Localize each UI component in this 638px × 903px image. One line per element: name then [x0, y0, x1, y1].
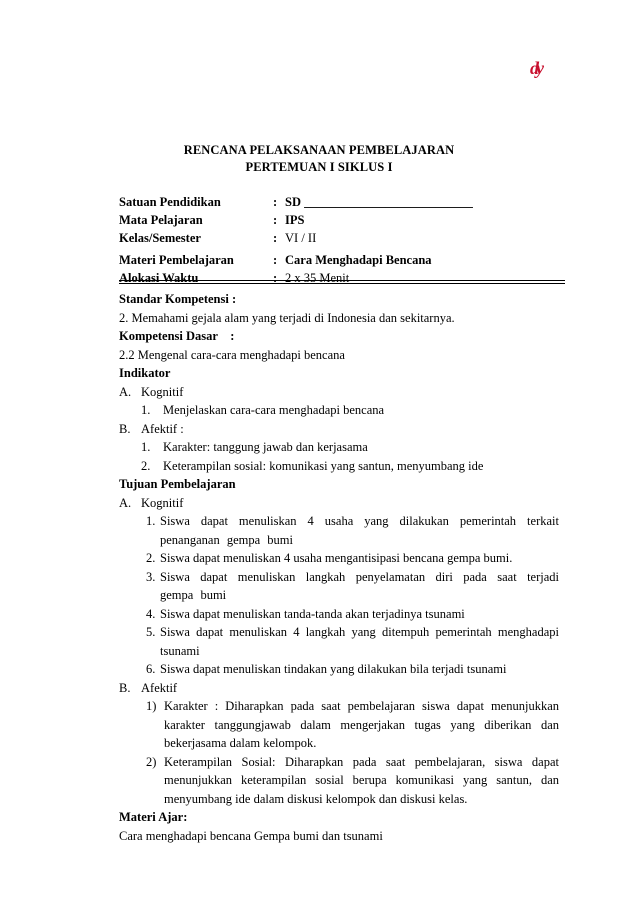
document-body — [119, 290, 559, 845]
list-text: Siswa dapat menuliskan tanda-tanda akan terjadinya tsunami — [160, 606, 465, 621]
list-marker: 1) — [146, 699, 157, 713]
tujuan-a — [119, 494, 559, 513]
list-text: Siswa dapat menuliskan langkah penyelamatan diri pada saat terjadi gempa bumi — [160, 569, 559, 602]
list-marker: B. — [119, 680, 131, 695]
list-item — [146, 697, 559, 753]
meta-label: Materi Pembelajaran — [119, 253, 234, 267]
meta-colon: : — [273, 213, 278, 227]
meta-colon: : — [273, 271, 278, 285]
identity-table — [119, 193, 559, 287]
document-title: RENCANA PELAKSANAAN PEMBELAJARAN — [183, 143, 455, 157]
list-text: Siswa dapat menuliskan 4 langkah yang ditempuh pemerintah menghadapi tsunami — [160, 625, 559, 658]
meta-colon: : — [273, 195, 278, 209]
divider-thick — [119, 280, 565, 281]
logo-mark: dy — [530, 58, 541, 78]
list-marker: 4. — [146, 606, 156, 621]
meta-row-alokasi — [119, 269, 559, 287]
meta-value: SD ___________________________ — [285, 195, 473, 209]
divider-thin — [119, 283, 565, 284]
list-marker: 2) — [146, 754, 157, 769]
list-text: Kognitif — [141, 384, 184, 399]
meta-value: 2 x 35 Menit — [285, 271, 350, 285]
list-marker: 1. — [141, 440, 151, 454]
tujuan-afektif-list — [119, 697, 559, 808]
list-text: Karakter : Diharapkan pada saat pembelajaran siswa dapat menunjukkan karakter tanggungjawab dalam mengerjakan tugas yang diberikan dan bekerjasama dalam kelompok. — [164, 699, 559, 750]
list-text: Siswa dapat menuliskan 4 usaha yang dilakukan pemerintah terkait penanganan gempa bumi — [160, 514, 559, 547]
meta-row-mapel — [119, 211, 559, 229]
meta-value: VI / II — [285, 231, 317, 245]
list-text: Afektif : — [141, 421, 184, 436]
meta-row-satuan — [119, 193, 559, 211]
materi-heading: Materi Ajar: — [119, 810, 188, 824]
list-item — [146, 660, 559, 679]
document-subtitle: PERTEMUAN I SIKLUS I — [245, 160, 393, 174]
meta-colon: : — [273, 253, 278, 267]
list-marker: 2. — [146, 551, 156, 565]
list-item — [146, 623, 559, 660]
list-text: Karakter: tanggung jawab dan kerjasama — [163, 440, 368, 454]
list-item — [146, 512, 559, 549]
meta-row-materi — [119, 251, 559, 269]
list-text: Menjelaskan cara-cara menghadapi bencana — [163, 403, 385, 417]
meta-label: Alokasi Waktu — [119, 271, 199, 285]
indikator-b2 — [119, 457, 559, 476]
indikator-a — [119, 383, 559, 402]
list-marker: 6. — [146, 662, 156, 676]
list-marker: B. — [119, 421, 131, 436]
list-marker: 3. — [146, 569, 156, 584]
list-marker: 2. — [141, 458, 151, 473]
list-item — [146, 753, 559, 809]
tujuan-b — [119, 679, 559, 698]
kd-text: 2.2 Mengenal cara-cara menghadapi bencana — [119, 347, 345, 362]
indikator-b — [119, 420, 559, 439]
list-marker: A. — [119, 384, 132, 399]
list-marker: 1. — [141, 403, 151, 417]
list-text: Kognitif — [141, 495, 184, 510]
tujuan-heading: Tujuan Pembelajaran — [119, 477, 236, 491]
sk-heading: Standar Kompetensi : — [119, 292, 237, 306]
list-text: Afektif — [141, 680, 178, 695]
meta-label: Satuan Pendidikan — [119, 195, 221, 209]
meta-label: Mata Pelajaran — [119, 213, 203, 227]
indikator-b1 — [119, 438, 559, 457]
sk-text: 2. Memahami gejala alam yang terjadi di Indonesia dan sekitarnya. — [119, 310, 455, 325]
list-text: Keterampilan sosial: komunikasi yang santun, menyumbang ide — [163, 458, 484, 473]
list-item — [146, 549, 559, 568]
list-item — [146, 568, 559, 605]
list-text: Siswa dapat menuliskan 4 usaha mengantisipasi bencana gempa bumi. — [160, 551, 513, 565]
list-marker: 1. — [146, 514, 156, 528]
list-item — [146, 605, 559, 624]
indikator-a1 — [119, 401, 559, 420]
list-marker: 5. — [146, 625, 156, 639]
kd-heading: Kompetensi Dasar : — [119, 329, 235, 343]
meta-label: Kelas/Semester — [119, 231, 201, 245]
tujuan-kognitif-list — [119, 512, 559, 679]
meta-row-kelas — [119, 229, 559, 247]
meta-value: IPS — [285, 213, 305, 227]
meta-value: Cara Menghadapi Bencana — [285, 253, 432, 267]
list-marker: A. — [119, 495, 132, 510]
meta-colon: : — [273, 231, 278, 245]
indikator-heading: Indikator — [119, 366, 171, 380]
list-text: Keterampilan Sosial: Diharapkan pada saat pembelajaran, siswa dapat menunjukkan keterampilan sosial berupa komunikasi yang santun, dan menyumbang ide dalam diskusi kelompok dan diskusi kelas. — [164, 754, 559, 806]
list-text: Siswa dapat menuliskan tindakan yang dilakukan bila terjadi tsunami — [160, 662, 507, 676]
materi-text: Cara menghadapi bencana Gempa bumi dan tsunami — [119, 828, 383, 843]
